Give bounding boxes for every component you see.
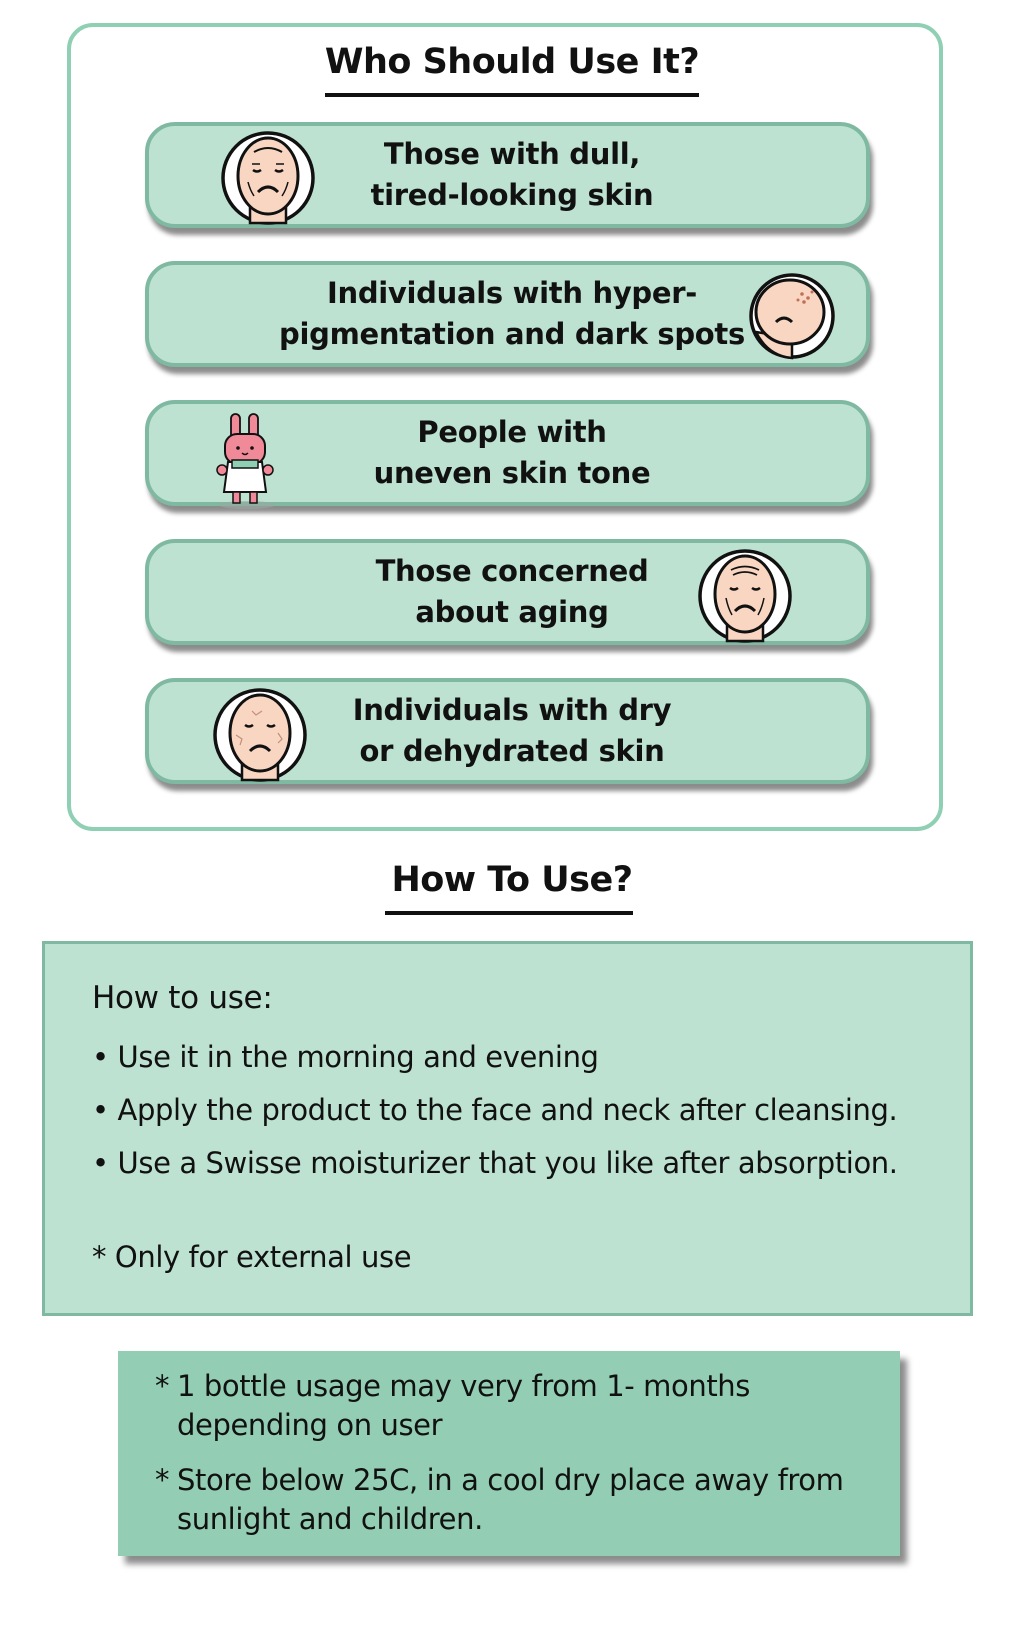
audience-line: about aging <box>415 595 609 629</box>
dark-spots-face-icon <box>748 272 836 360</box>
usage-step <box>92 1146 898 1180</box>
usage-box-title: How to use: <box>92 980 273 1016</box>
note-storage <box>155 1461 843 1539</box>
audience-line: Those concerned <box>375 554 649 588</box>
audience-line: People with <box>417 415 607 449</box>
usage-step-text: Use it in the morning and evening <box>117 1040 599 1074</box>
dry-skin-face-icon <box>212 687 308 783</box>
audience-text-dull-skin <box>0 122 1024 228</box>
how-title-underline <box>385 911 633 915</box>
usage-step-text: Use a Swisse moisturizer that you like after absorption. <box>117 1146 898 1180</box>
pink-bunny-icon <box>216 410 278 510</box>
audience-line: uneven skin tone <box>373 456 651 490</box>
note-line: depending on user <box>177 1408 443 1442</box>
external-use-note: * Only for external use <box>92 1240 412 1274</box>
aging-face-icon <box>697 548 793 644</box>
usage-step-text: Apply the product to the face and neck after cleansing. <box>117 1093 898 1127</box>
audience-text-dry-skin <box>0 678 1024 784</box>
audience-text-aging <box>0 539 1024 645</box>
audience-line: or dehydrated skin <box>359 734 665 768</box>
usage-step <box>92 1093 897 1127</box>
who-should-use-title: Who Should Use It? <box>324 42 700 82</box>
note-line: Store below 25C, in a cool dry place away from <box>177 1463 844 1497</box>
audience-line: pigmentation and dark spots <box>279 317 745 351</box>
who-title-underline <box>325 93 699 97</box>
audience-line: Individuals with hyper- <box>326 276 697 310</box>
note-line: sunlight and children. <box>177 1502 483 1536</box>
note-line: 1 bottle usage may very from 1- months <box>177 1369 750 1403</box>
asterisk: * <box>155 1463 170 1497</box>
bullet: • <box>92 1040 109 1074</box>
asterisk: * <box>155 1369 170 1403</box>
bullet: • <box>92 1146 109 1180</box>
audience-line: Those with dull, <box>383 137 641 171</box>
tired-face-icon <box>220 130 316 226</box>
audience-text-hyperpigmentation <box>0 261 1024 367</box>
audience-line: tired-looking skin <box>370 178 654 212</box>
audience-line: Individuals with dry <box>352 693 672 727</box>
bullet: • <box>92 1093 109 1127</box>
audience-text-uneven-tone <box>0 400 1024 506</box>
usage-step <box>92 1040 599 1074</box>
note-bottle-usage <box>155 1367 750 1445</box>
how-to-use-title: How To Use? <box>391 860 633 900</box>
